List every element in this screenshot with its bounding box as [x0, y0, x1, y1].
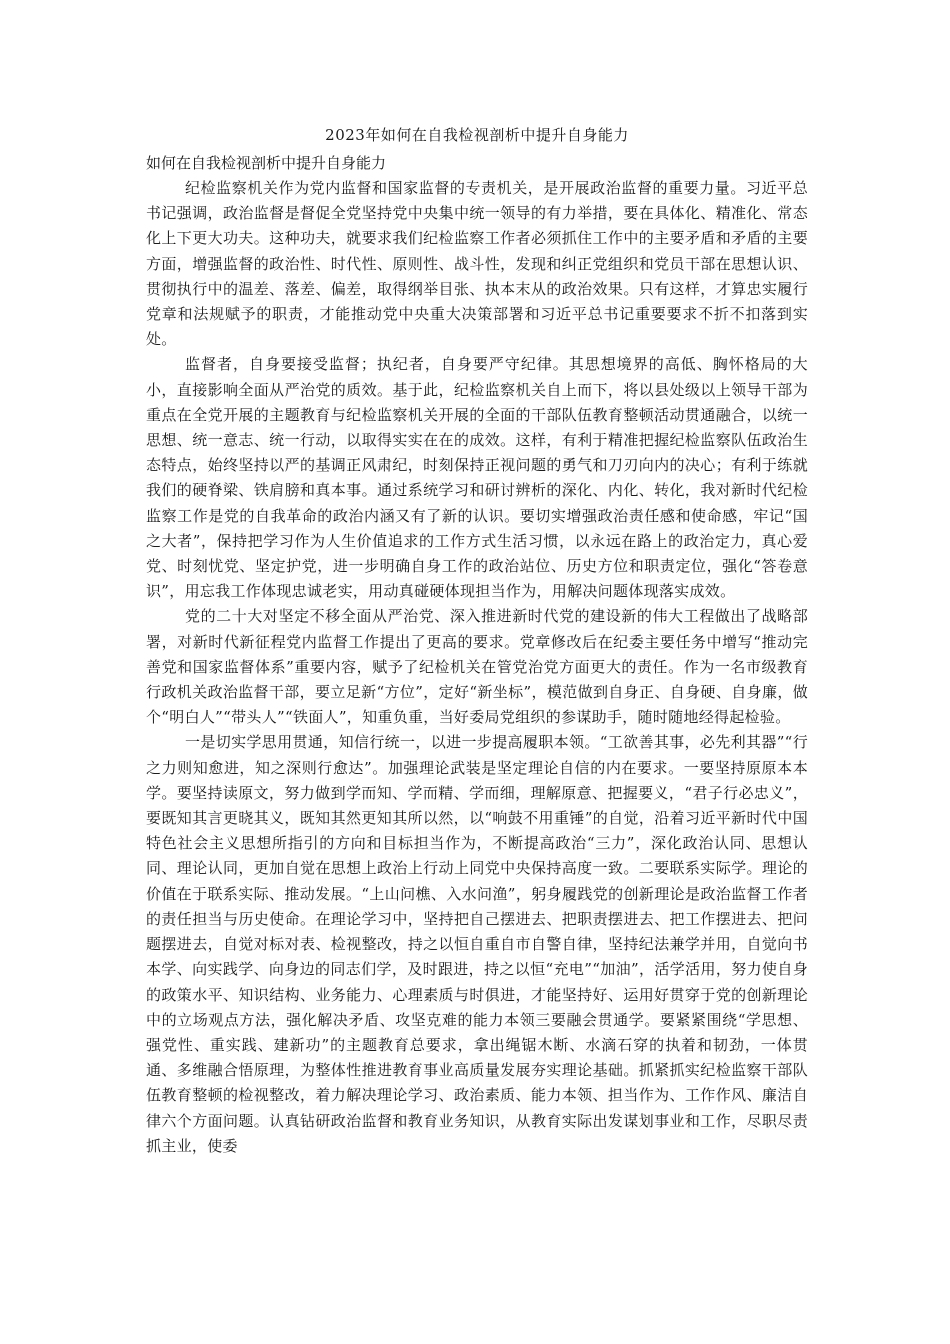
paragraph-3: 党的二十大对坚定不移全面从严治党、深入推进新时代党的建设新的伟大工程做出了战略部署，对新时代新征程党内监督工作提出了更高的要求。党章修改后在纪委主要任务中增写“推动完善党和国家监督体系”重要内容，赋予了纪检机关在管党治党方面更大的责任。作为一名市级教育行政机关政治监督干部，要立足新“方位”，定好“新坐标”，模范做到自身正、自身硬、自身廉，做个“明白人”“带头人”“铁面人”，知重负重，当好委局党组织的参谋助手，随时随地经得起检验。	[146, 607, 808, 727]
document-subtitle: 如何在自我检视剖析中提升自身能力	[146, 154, 387, 172]
document-page	[146, 124, 808, 1159]
paragraph-1: 纪检监察机关作为党内监督和国家监督的专责机关，是开展政治监督的重要力量。习近平总书记强调，政治监督是督促全党坚持党中央集中统一领导的有力举措，要在具体化、精准化、常态化上下更大功夫。这种功夫，就要求我们纪检监察工作者必须抓住工作中的主要矛盾和矛盾的主要方面，增强监督的政治性、时代性、原则性、战斗性，发现和纠正党组织和党员干部在思想认识、贯彻执行中的温差、落差、偏差，取得纲举目张、执本末从的政治效果。只有这样，才算忠实履行党章和法规赋予的职责，才能推动党中央重大决策部署和习近平总书记重要要求不折不扣落到实处。	[146, 179, 808, 349]
paragraph-2: 监督者，自身要接受监督；执纪者，自身要严守纪律。其思想境界的高低、胸怀格局的大小，直接影响全面从严治党的质效。基于此，纪检监察机关自上而下，将以县处级以上领导干部为重点在全党开展的主题教育与纪检监察机关开展的全面的干部队伍教育整顿活动贯通融合，以统一思想、统一意志、统一行动，以取得实实在在的成效。这样，有利于精准把握纪检监察队伍政治生态特点，始终坚持以严的基调正风肃纪，时刻保持正视问题的勇气和刀刃向内的决心；有利于练就我们的硬脊梁、铁肩膀和真本事。通过系统学习和研讨辨析的深化、内化、转化，我对新时代纪检监察工作是党的自我革命的政治内涵又有了新的认识。要切实增强政治责任感和使命感，牢记“国之大者”，保持把学习作为人生价值追求的工作方式生活习惯，以永远在路上的政治定力，真心爱党、时刻忧党、坚定护党，进一步明确自身工作的政治站位、历史方位和职责定位，强化“答卷意识”，用忘我工作体现忠诚老实，用动真碰硬体现担当作为，用解决问题体现落实成效。	[146, 355, 808, 601]
document-title: 2023年如何在自我检视剖析中提升自身能力	[325, 126, 629, 144]
paragraph-4: 一是切实学思用贯通，知信行统一，以进一步提高履职本领。“工欲善其事，必先利其器”“行之力则知愈进，知之深则行愈达”。加强理论武装是坚定理论自信的内在要求。一要坚持原原本本学。要坚持读原文，努力做到学而知、学而精、学而细，理解原意、把握要义，“君子行必忠义”，要既知其言更晓其义，既知其然更知其所以然，以“响鼓不用重锤”的自觉，沿着习近平新时代中国特色社会主义思想所指引的方向和目标担当作为，不断提高政治“三力”，深化政治认同、思想认同、理论认同，更加自觉在思想上政治上行动上同党中央保持高度一致。二要联系实际学。理论的价值在于联系实际、推动发展。“上山问樵、入水问渔”，躬身履践党的创新理论是政治监督工作者的责任担当与历史使命。在理论学习中，坚持把自己摆进去、把职责摆进去、把工作摆进去、把问题摆进去，自觉对标对表、检视整改，持之以恒自重自市自警自律，坚持纪法兼学并用，自觉向书本学、向实践学、向身边的同志们学，及时跟进，持之以恒“充电”“加油”，活学活用，努力使自身的政策水平、知识结构、业务能力、心理素质与时俱进，才能坚持好、运用好贯穿于党的创新理论中的立场观点方法，强化解决矛盾、攻坚克难的能力本领三要融会贯通学。要紧紧围绕“学思想、强党性、重实践、建新功”的主题教育总要求，拿出绳锯木断、水滴石穿的执着和韧劲，一体贯通、多维融合悟原理，为整体性推进教育事业高质量发展夯实理论基础。抓紧抓实纪检监察干部队伍教育整顿的检视整改，着力解决理论学习、政治素质、能力本领、担当作为、工作作风、廉洁自律六个方面问题。认真钻研政治监督和教育业务知识，从教育实际出发谋划事业和工作，尽职尽责抓主业，使委	[146, 733, 808, 1155]
